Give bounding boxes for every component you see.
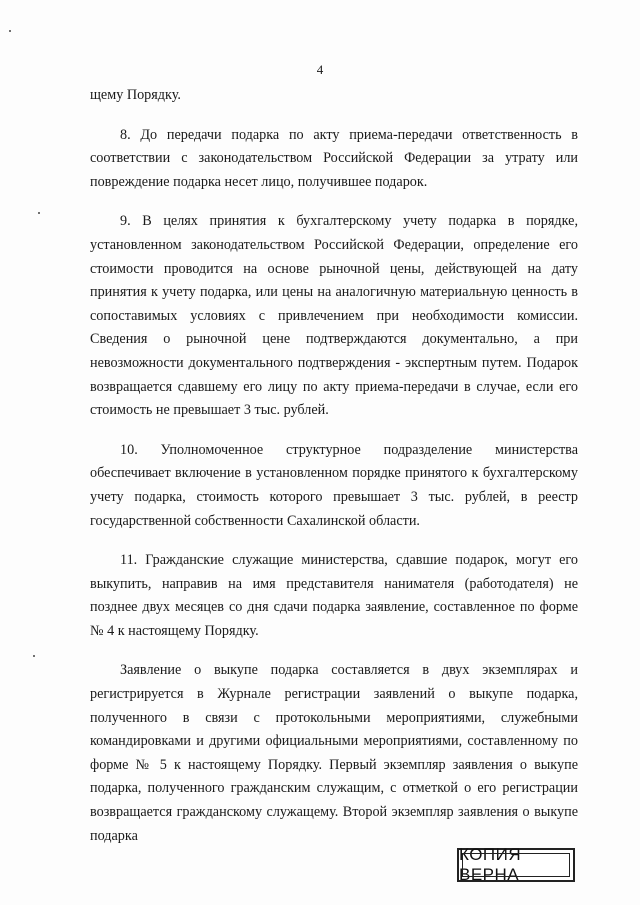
paragraph-continuation: щему Порядку. (90, 87, 181, 103)
paragraph-11: 11. Гражданские служащие министерства, сдавшие подарок, могут его выкупить, направив на имя представителя нанимателя (работодателя) не позднее двух месяцев со дня сдачи подарка заявление, составленное по форме № 4 к настоящему Порядку. (90, 552, 578, 639)
scan-speck (9, 30, 11, 32)
paragraph-10: 10. Уполномоченное структурное подразделение министерства обеспечивает включение в установленном порядке принятого к бухгалтерскому учету подарка, стоимость которого превышает 3 тыс. рублей, в реестр государственной собственности Сахалинской области. (90, 441, 578, 529)
paragraph-9: 9. В целях принятия к бухгалтерскому учету подарка в порядке, установленном законодательством Российской Федерации, определение его стоимости проводится на основе рыночной цены, действующей на дату принятия к учету подарка, или цены на аналогичную материальную ценность в сопоставимых условиях с привлечением при необходимости комиссии. Сведения о рыночной цене подтверждаются документально, а при невозможности документального подтверждения - экспертным путем. Подарок возвращается сдавшему его лицу по акту приема-передачи в случае, если его стоимость не превышает 3 тыс. рублей. (90, 213, 578, 419)
page-number: 4 (316, 62, 324, 77)
copy-certified-stamp: КОПИЯ ВЕРНА (457, 848, 575, 882)
paragraph-application: Заявление о выкупе подарка составляется в двух экземплярах и регистрируется в Журнале регистрации заявлений о выкупе подарка, полученного в связи с протокольными мероприятиями, служебными командировками и другими официальными мероприятиями, составленному по форме № 5 к настоящему Порядку. Первый экземпляр заявления о выкупе подарка, полученного гражданским служащим, с отметкой о его регистрации возвращается гражданскому служащему. Второй экземпляр заявления о выкупе подарка (90, 662, 578, 844)
scan-speck (33, 655, 35, 657)
document-body (90, 84, 578, 848)
scan-speck (38, 212, 40, 214)
paragraph-8: 8. До передачи подарка по акту приема-передачи ответственность в соответствии с законодательством Российской Федерации за утрату или повреждение подарка несет лицо, получившее подарок. (90, 126, 578, 190)
